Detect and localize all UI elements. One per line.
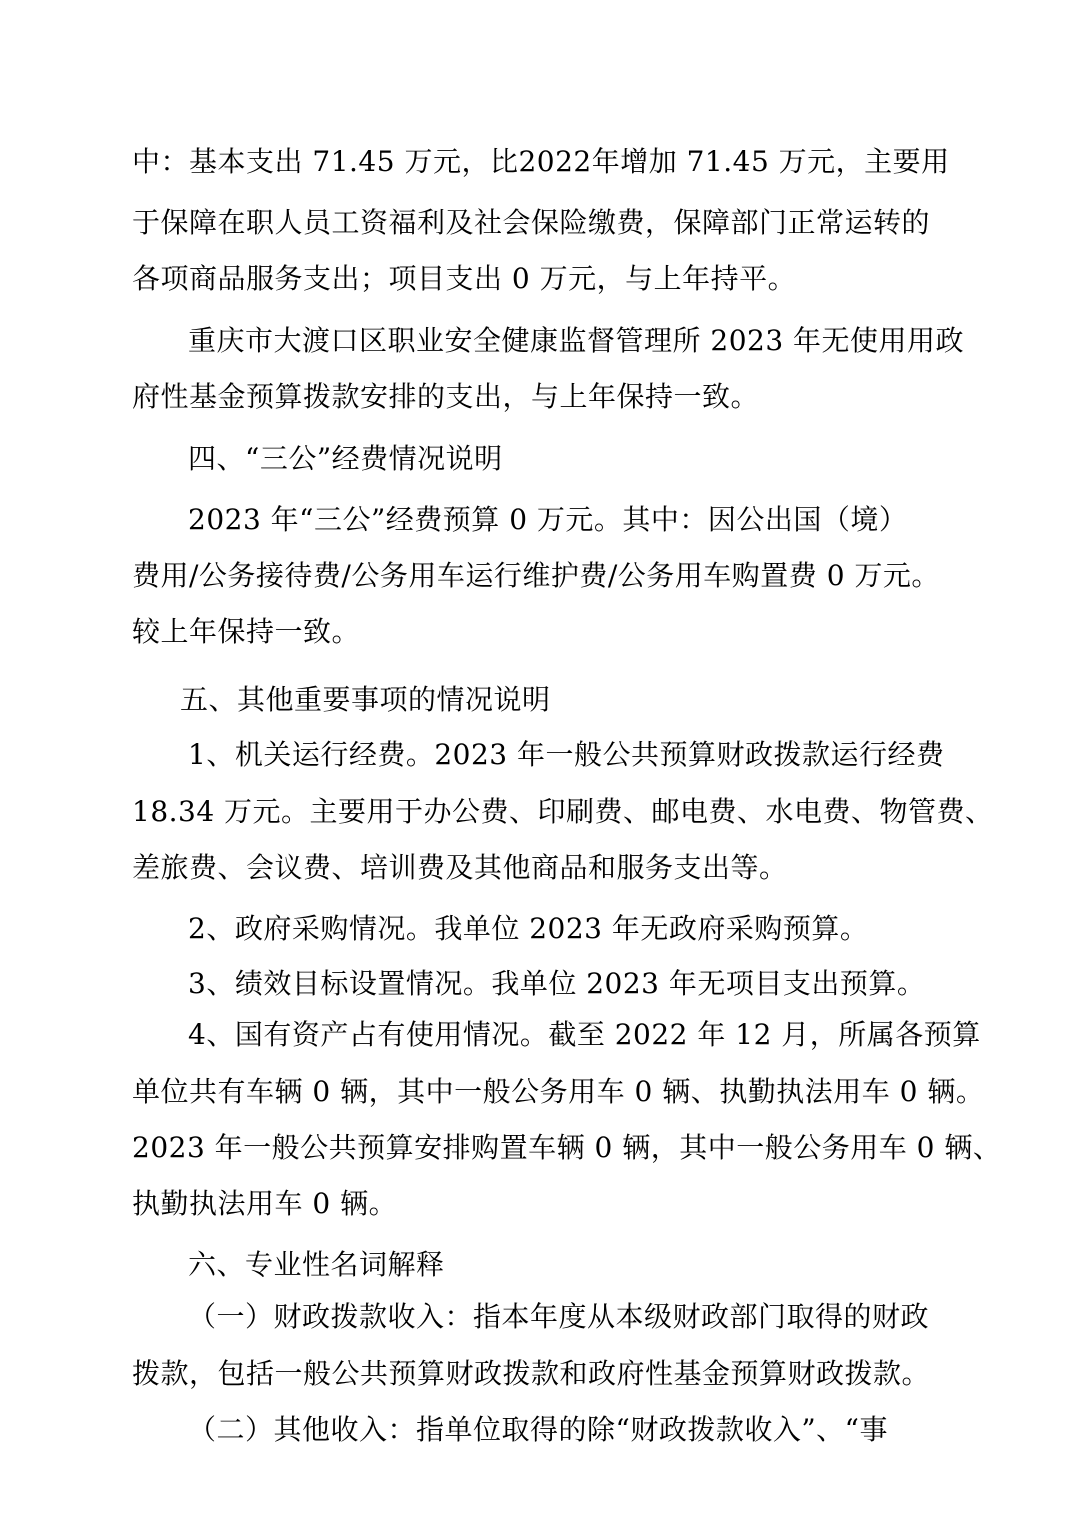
text-line: 2023 年“三公”经费预算 0 万元。其中：因公出国（境） [188, 503, 908, 536]
section-heading: 六、专业性名词解释 [188, 1248, 445, 1281]
text-line: 于保障在职人员工资福利及社会保险缴费，保障部门正常运转的 [132, 206, 931, 239]
section-heading: 四、“三公”经费情况说明 [188, 442, 503, 475]
text-line: 1、机关运行经费。2023 年一般公共预算财政拨款运行经费 [188, 738, 945, 771]
text-line: 各项商品服务支出；项目支出 0 万元，与上年持平。 [132, 262, 797, 295]
section-heading: 五、其他重要事项的情况说明 [180, 683, 551, 716]
text-line: 府性基金预算拨款安排的支出，与上年保持一致。 [132, 380, 760, 413]
text-line: 执勤执法用车 0 辆。 [132, 1187, 398, 1220]
text-line: 3、绩效目标设置情况。我单位 2023 年无项目支出预算。 [188, 967, 926, 1000]
text-line: 中：基本支出 71.45 万元，比2022年增加 71.45 万元，主要用 [132, 145, 950, 178]
text-line: （一）财政拨款收入：指本年度从本级财政部门取得的财政 [188, 1300, 930, 1333]
text-line: 18.34 万元。主要用于办公费、印刷费、邮电费、水电费、物管费、 [132, 795, 994, 828]
text-line: 差旅费、会议费、培训费及其他商品和服务支出等。 [132, 851, 788, 884]
text-line: 重庆市大渡口区职业安全健康监督管理所 2023 年无使用用政 [188, 324, 965, 357]
text-line: 拨款，包括一般公共预算财政拨款和政府性基金预算财政拨款。 [132, 1357, 931, 1390]
text-line: 较上年保持一致。 [132, 615, 361, 648]
text-line: （二）其他收入：指单位取得的除“财政拨款收入”、“事 [188, 1413, 888, 1446]
text-line: 4、国有资产占有使用情况。截至 2022 年 12 月，所属各预算 [188, 1018, 981, 1051]
text-line: 2023 年一般公共预算安排购置车辆 0 辆，其中一般公务用车 0 辆、 [132, 1131, 1002, 1164]
text-line: 单位共有车辆 0 辆，其中一般公务用车 0 辆、执勤执法用车 0 辆。 [132, 1075, 985, 1108]
text-line: 2、政府采购情况。我单位 2023 年无政府采购预算。 [188, 912, 869, 945]
text-line: 费用/公务接待费/公务用车运行维护费/公务用车购置费 0 万元。 [132, 559, 940, 592]
